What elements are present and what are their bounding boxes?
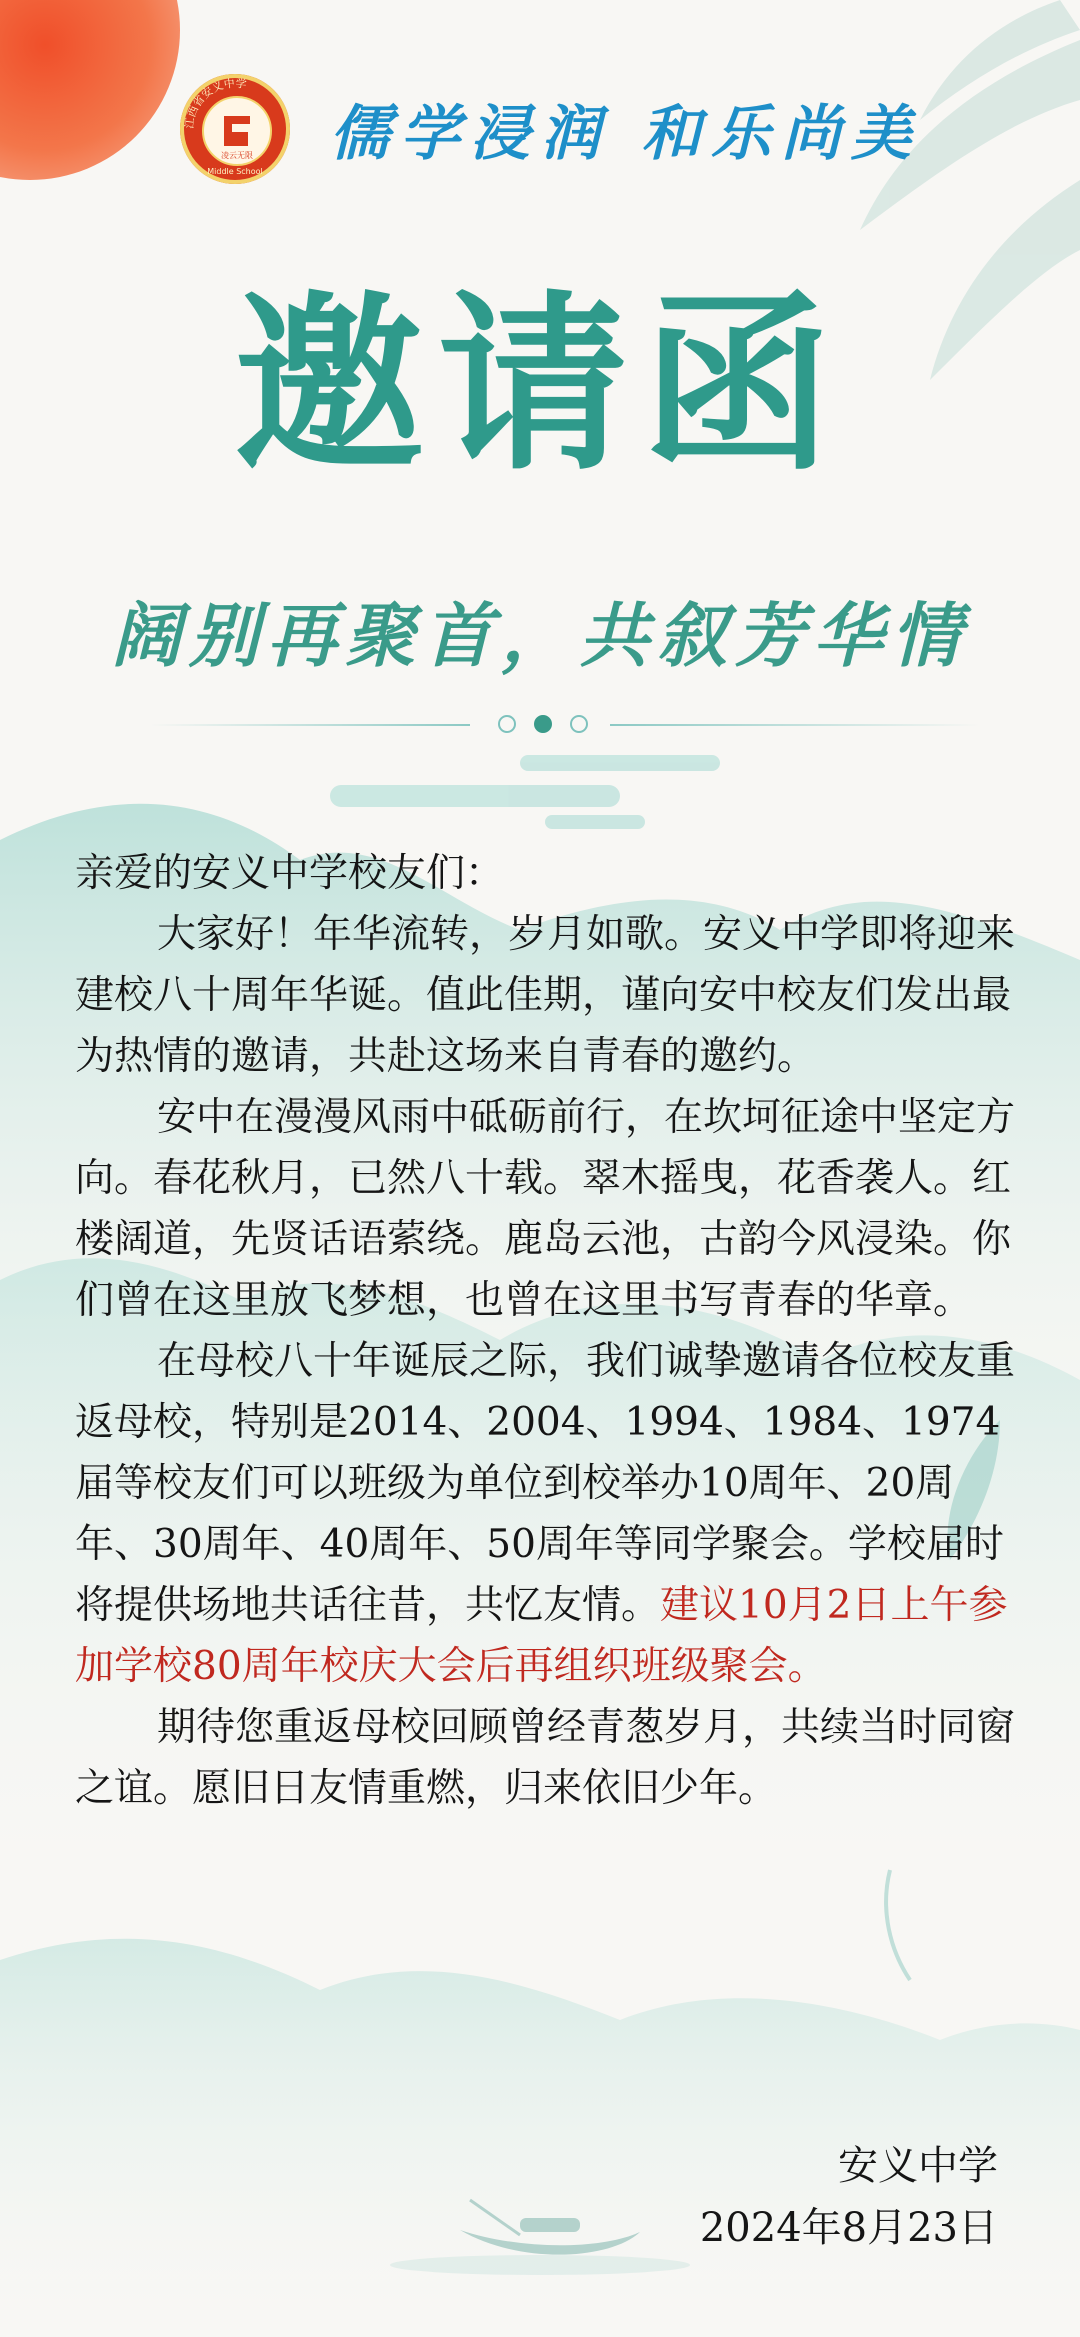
paragraph-1: 大家好！年华流转，岁月如歌。安义中学即将迎来建校八十周年华诞。值此佳期，谨向安中校友们发出最为热情的邀请，共赴这场来自青春的邀约。 [75, 912, 1016, 1079]
paragraph-3-text: 在母校八十年诞辰之际，我们诚挚邀请各位校友重返母校，特别是2014、2004、1994、1984、1974届等校友们可以班级为单位到校举办10周年、20周年、30周年、40周年、50周年等同学聚会。学校届时将提供场地共话往昔，共忆友情。 [75, 1339, 1016, 1628]
svg-text:江西省安义中学: 江西省安义中学 [182, 76, 248, 130]
divider-dot [570, 715, 588, 733]
paragraph-4: 期待您重返母校回顾曾经青葱岁月，共续当时同窗之谊。愿旧日友情重燃，归来依旧少年。 [75, 1705, 1016, 1811]
letter-body [75, 843, 1015, 1819]
signature: 安义中学 [838, 2143, 998, 2189]
page-subtitle: 阔别再聚首，共叙芳华情 [111, 594, 969, 677]
paragraph-3-highlight: 建议10月2日上午参加学校80周年校庆大会后再组织班级聚会。 [75, 1583, 1008, 1689]
divider-line-right [610, 724, 980, 726]
paragraph-3 [75, 1331, 1015, 1697]
school-motto: 儒学浸润 和乐尚美 [330, 99, 921, 169]
logo-emblem [202, 96, 272, 166]
svg-text:凌云无限: 凌云无限 [221, 151, 253, 160]
svg-text:Middle School: Middle School [207, 167, 263, 176]
paragraph-2: 安中在漫漫风雨中砥砺前行，在坎坷征途中坚定方向。春花秋月，已然八十载。翠木摇曳，花香袭人。红楼阔道，先贤话语萦绕。鹿岛云池，古韵今风浸染。你们曾在这里放飞梦想，也曾在这里书写青春的华章。 [75, 1095, 1016, 1323]
divider-dot [498, 715, 516, 733]
ornament-divider [150, 700, 980, 760]
page-title: 邀请函 [233, 273, 846, 496]
divider-dot-filled [534, 715, 552, 733]
date: 2024年8月23日 [699, 2205, 998, 2251]
school-logo [180, 74, 290, 184]
signature-block [700, 2135, 998, 2259]
header [180, 64, 921, 194]
salutation: 亲爱的安义中学校友们： [75, 851, 505, 896]
divider-line-left [150, 724, 470, 726]
